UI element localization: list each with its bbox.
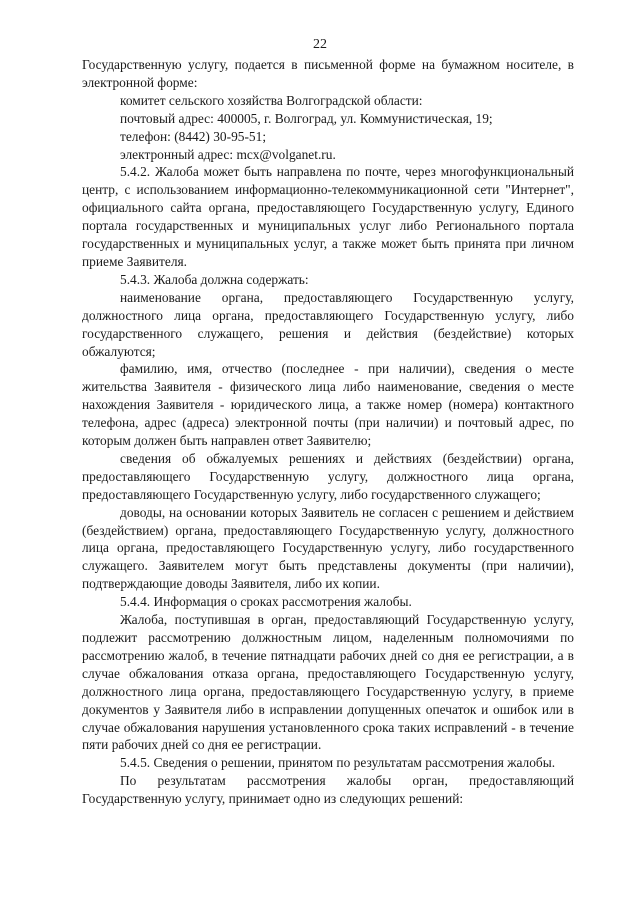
paragraph-5-4-5: 5.4.5. Сведения о решении, принятом по результатам рассмотрения жалобы. [120, 755, 556, 771]
page-number: 22 [313, 37, 327, 52]
paragraph-5-4-2: 5.4.2. Жалоба может быть направлена по почте, через многофункциональный центр, с использованием информационно-телекоммуникационной сети "Интернет", официального сайта органа, предоставляющего Государственную услугу, Единого портала государственных и муниципальных услуг либо Регионального портала государственных и муниципальных услуг, а также может быть принята при личном приеме Заявителя. [82, 164, 574, 269]
paragraph-email: электронный адрес: mcx@volganet.ru. [120, 146, 336, 162]
paragraph-applicant-details: фамилию, имя, отчество (последнее - при наличии), сведения о месте жительства Заявителя - физического лица либо наименование, сведения о месте нахождения Заявителя - юридического лица, а также номер (номера) контактного телефона, адрес (адреса) электронной почты (при наличии) и почтовый адрес, по которым должен быть направлен ответ Заявителю; [82, 361, 574, 449]
paragraph-review-terms: Жалоба, поступившая в орган, предоставляющий Государственную услугу, подлежит рассмотрению должностным лицом, наделенным полномочиями по рассмотрению жалоб, в течение пятнадцати рабочих дней со дня ее регистрации, а в случае обжалования отказа органа, предоставляющего Государственную услугу, должностного лица органа, предоставляющего Государственную услугу, в приеме документов у Заявителя либо в исправлении допущенных опечаток и ошибок или в случае обжалования нарушения установленного срока таких исправлений - в течение пяти рабочих дней со дня ее регистрации. [82, 612, 574, 753]
paragraph-committee-name: комитет сельского хозяйства Волгоградской области: [120, 92, 423, 108]
paragraph-5-4-3: 5.4.3. Жалоба должна содержать: [120, 271, 309, 287]
paragraph-submission-form: Государственную услугу, подается в письменной форме на бумажном носителе, в электронной форме: [82, 57, 574, 90]
paragraph-review-results: По результатам рассмотрения жалобы орган, предоставляющий Государственную услугу, принимает одно из следующих решений: [82, 773, 574, 807]
paragraph-postal-address: почтовый адрес: 400005, г. Волгоград, ул. Коммунистическая, 19; [120, 110, 493, 126]
paragraph-appealed-decisions: сведения об обжалуемых решениях и действиях (бездействии) органа, предоставляющего Государственную услугу, должностного лица органа, предоставляющего Государственную услугу, либо государственного служащего; [82, 450, 574, 502]
document-body [82, 56, 574, 808]
paragraph-authority-name: наименование органа, предоставляющего Государственную услугу, должностного лица органа, предоставляющего Государственную услугу, либо государственного служащего, решения и действия (бездействие) которых обжалуются; [82, 289, 574, 359]
paragraph-phone: телефон: (8442) 30-95-51; [120, 128, 267, 144]
paragraph-arguments: доводы, на основании которых Заявитель не согласен с решением и действием (бездействием) органа, предоставляющего Государственную услугу, должностного лица органа, предоставляющего Государственную услугу, либо государственного служащего. Заявителем могут быть представлены документы (при наличии), подтверждающие доводы Заявителя, либо их копии. [82, 504, 574, 592]
paragraph-5-4-4: 5.4.4. Информация о сроках рассмотрения жалобы. [120, 594, 412, 610]
